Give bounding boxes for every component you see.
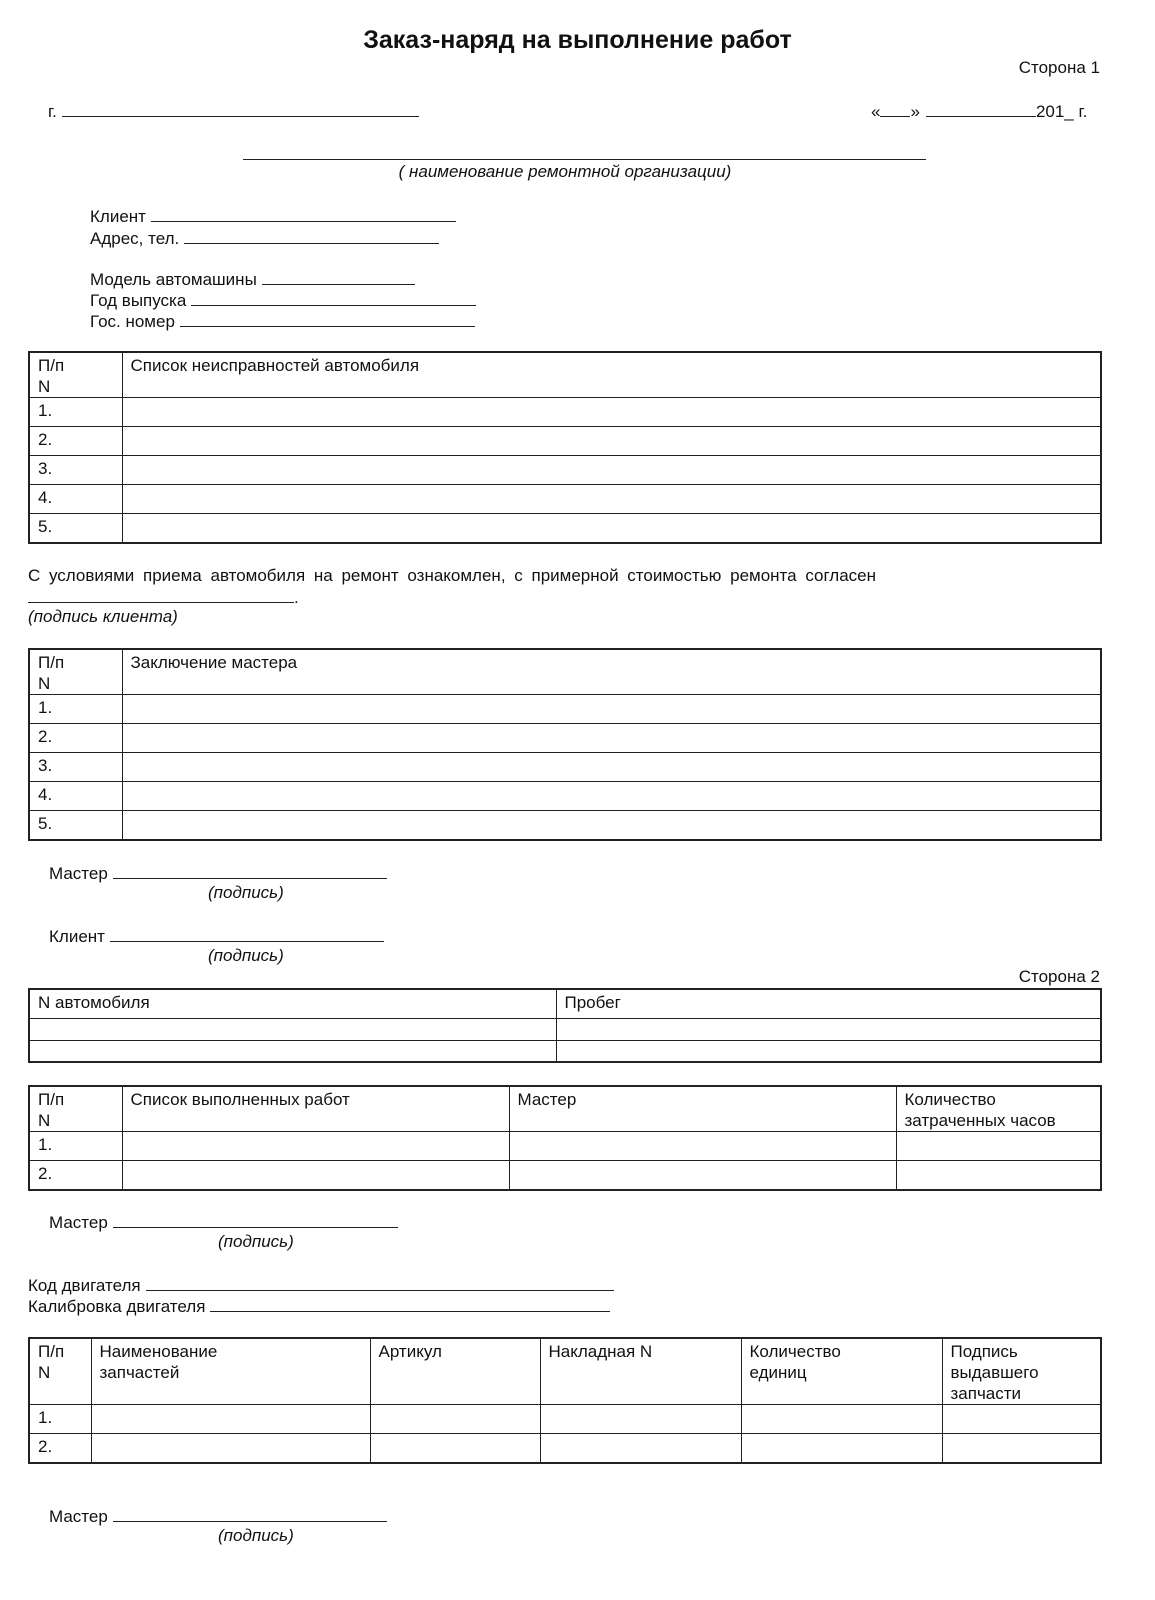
table-row: 5. — [29, 811, 1101, 840]
conclusion-input-cell[interactable] — [122, 782, 1101, 811]
table-row: 2. — [29, 1434, 1101, 1463]
header-cell-number: П/п N — [29, 649, 122, 695]
master-label: Мастер — [49, 1507, 108, 1526]
master-signature-caption: (подпись) — [208, 883, 284, 902]
mileage-input-cell[interactable] — [556, 1040, 1101, 1062]
works-master-signature-line[interactable] — [113, 1211, 398, 1228]
invoice-input-cell[interactable] — [540, 1405, 741, 1434]
issuer-signature-input-cell[interactable] — [942, 1405, 1101, 1434]
parts-master-signature-caption: (подпись) — [218, 1526, 294, 1545]
conclusion-table — [28, 648, 1102, 841]
year-field — [90, 289, 476, 311]
table-row: 4. — [29, 485, 1101, 514]
agreement-text: С условиями приема автомобиля на ремонт ознакомлен, с примерной стоимостью ремонта согласен — [28, 566, 877, 585]
master-label: Мастер — [49, 864, 108, 883]
date-open-quote: « — [871, 102, 881, 121]
client-signature-caption-2: (подпись) — [208, 946, 284, 965]
article-input-cell[interactable] — [370, 1434, 540, 1463]
mileage-input-cell[interactable] — [556, 1018, 1101, 1040]
master-input-cell[interactable] — [509, 1161, 896, 1190]
header-cell-works: Список выполненных работ — [122, 1086, 509, 1132]
plate-input-line[interactable] — [180, 310, 475, 327]
hours-input-cell[interactable] — [896, 1161, 1101, 1190]
table-row: 2. — [29, 724, 1101, 753]
plate-label: Гос. номер — [90, 312, 175, 331]
table-header-row — [29, 1086, 1101, 1132]
engine-calibration-input-line[interactable] — [210, 1295, 610, 1312]
table-header-row — [29, 989, 1101, 1018]
year-input-line[interactable] — [191, 289, 476, 306]
agreement-signature-field: . — [28, 586, 299, 608]
org-name-caption: ( наименование ремонтной организации) — [398, 162, 732, 181]
city-prefix: г. — [48, 102, 57, 121]
fault-input-cell[interactable] — [122, 514, 1101, 543]
conclusion-input-cell[interactable] — [122, 753, 1101, 782]
works-master-signature-field — [49, 1211, 398, 1233]
date-field — [871, 100, 1087, 122]
client-signature-field — [49, 925, 384, 947]
car-number-input-cell[interactable] — [29, 1018, 556, 1040]
city-field — [48, 100, 419, 122]
works-master-signature-caption: (подпись) — [218, 1232, 294, 1251]
table-row: 3. — [29, 753, 1101, 782]
engine-calibration-field — [28, 1295, 610, 1317]
city-input-line[interactable] — [62, 100, 419, 117]
table-header-row — [29, 1338, 1101, 1405]
address-label: Адрес, тел. — [90, 229, 180, 248]
header-cell-number: П/п N — [29, 1086, 122, 1132]
header-cell-mileage: Пробег — [556, 989, 1101, 1018]
parts-master-signature-line[interactable] — [113, 1505, 387, 1522]
quantity-input-cell[interactable] — [741, 1405, 942, 1434]
model-input-line[interactable] — [262, 268, 415, 285]
address-field — [90, 227, 439, 249]
date-close-quote: » — [910, 102, 920, 121]
car-table — [28, 988, 1102, 1063]
fault-input-cell[interactable] — [122, 485, 1101, 514]
client-input-line[interactable] — [151, 205, 456, 222]
table-row: 4. — [29, 782, 1101, 811]
engine-code-field — [28, 1274, 614, 1296]
year-label: Год выпуска — [90, 291, 187, 310]
master-signature-field — [49, 862, 387, 884]
header-cell-issuer-signature: Подпись выдавшего запчасти — [942, 1338, 1101, 1405]
conclusion-input-cell[interactable] — [122, 811, 1101, 840]
fault-input-cell[interactable] — [122, 427, 1101, 456]
part-name-input-cell[interactable] — [91, 1434, 370, 1463]
table-row: 1. — [29, 1132, 1101, 1161]
header-cell-article: Артикул — [370, 1338, 540, 1405]
side-2-label: Сторона 2 — [1018, 967, 1100, 986]
car-number-input-cell[interactable] — [29, 1040, 556, 1062]
conclusion-input-cell[interactable] — [122, 695, 1101, 724]
year-text: 201_ г. — [1035, 102, 1088, 121]
header-cell-number: П/п N — [29, 352, 122, 398]
address-input-line[interactable] — [184, 227, 439, 244]
client-signature-caption: (подпись клиента) — [28, 607, 178, 626]
parts-table — [28, 1337, 1102, 1464]
invoice-input-cell[interactable] — [540, 1434, 741, 1463]
engine-code-label: Код двигателя — [28, 1276, 141, 1295]
table-row: 1. — [29, 1405, 1101, 1434]
hours-input-cell[interactable] — [896, 1132, 1101, 1161]
quantity-input-cell[interactable] — [741, 1434, 942, 1463]
fault-input-cell[interactable] — [122, 398, 1101, 427]
parts-master-signature-field — [49, 1505, 387, 1527]
table-row — [29, 1040, 1101, 1062]
issuer-signature-input-cell[interactable] — [942, 1434, 1101, 1463]
article-input-cell[interactable] — [370, 1405, 540, 1434]
client-signature-line-2[interactable] — [110, 925, 384, 942]
engine-calibration-label: Калибровка двигателя — [28, 1297, 206, 1316]
table-row: 1. — [29, 695, 1101, 724]
table-row — [29, 1018, 1101, 1040]
header-cell-quantity: Количество единиц — [741, 1338, 942, 1405]
conclusion-input-cell[interactable] — [122, 724, 1101, 753]
table-row: 1. — [29, 398, 1101, 427]
master-signature-line[interactable] — [113, 862, 387, 879]
client-label: Клиент — [90, 207, 146, 226]
part-name-input-cell[interactable] — [91, 1405, 370, 1434]
client-field — [90, 205, 456, 227]
header-cell-number: П/п N — [29, 1338, 91, 1405]
master-label: Мастер — [49, 1213, 108, 1232]
work-input-cell[interactable] — [122, 1132, 509, 1161]
org-name-input-line[interactable] — [243, 145, 926, 160]
month-input-line[interactable] — [926, 100, 1036, 117]
engine-code-input-line[interactable] — [146, 1274, 614, 1291]
table-row: 5. — [29, 514, 1101, 543]
header-cell-invoice: Накладная N — [540, 1338, 741, 1405]
header-cell-faults: Список неисправностей автомобиля — [122, 352, 1101, 398]
client-label: Клиент — [49, 927, 105, 946]
plate-field — [90, 310, 475, 332]
side-1-label: Сторона 1 — [1018, 58, 1100, 77]
works-table — [28, 1085, 1102, 1191]
header-cell-conclusion: Заключение мастера — [122, 649, 1101, 695]
model-label: Модель автомашины — [90, 270, 257, 289]
master-input-cell[interactable] — [509, 1132, 896, 1161]
table-header-row — [29, 352, 1101, 398]
table-row: 2. — [29, 1161, 1101, 1190]
client-signature-line[interactable] — [28, 586, 294, 603]
page-title: Заказ-наряд на выполнение работ — [363, 26, 792, 54]
header-cell-part-name: Наименование запчастей — [91, 1338, 370, 1405]
fault-input-cell[interactable] — [122, 456, 1101, 485]
model-field — [90, 268, 415, 290]
header-cell-hours: Количество затраченных часов — [896, 1086, 1101, 1132]
table-row: 2. — [29, 427, 1101, 456]
table-header-row — [29, 649, 1101, 695]
header-cell-car-number: N автомобиля — [29, 989, 556, 1018]
work-input-cell[interactable] — [122, 1161, 509, 1190]
table-row: 3. — [29, 456, 1101, 485]
day-input-line[interactable] — [880, 100, 910, 117]
header-cell-master: Мастер — [509, 1086, 896, 1132]
faults-table — [28, 351, 1102, 544]
